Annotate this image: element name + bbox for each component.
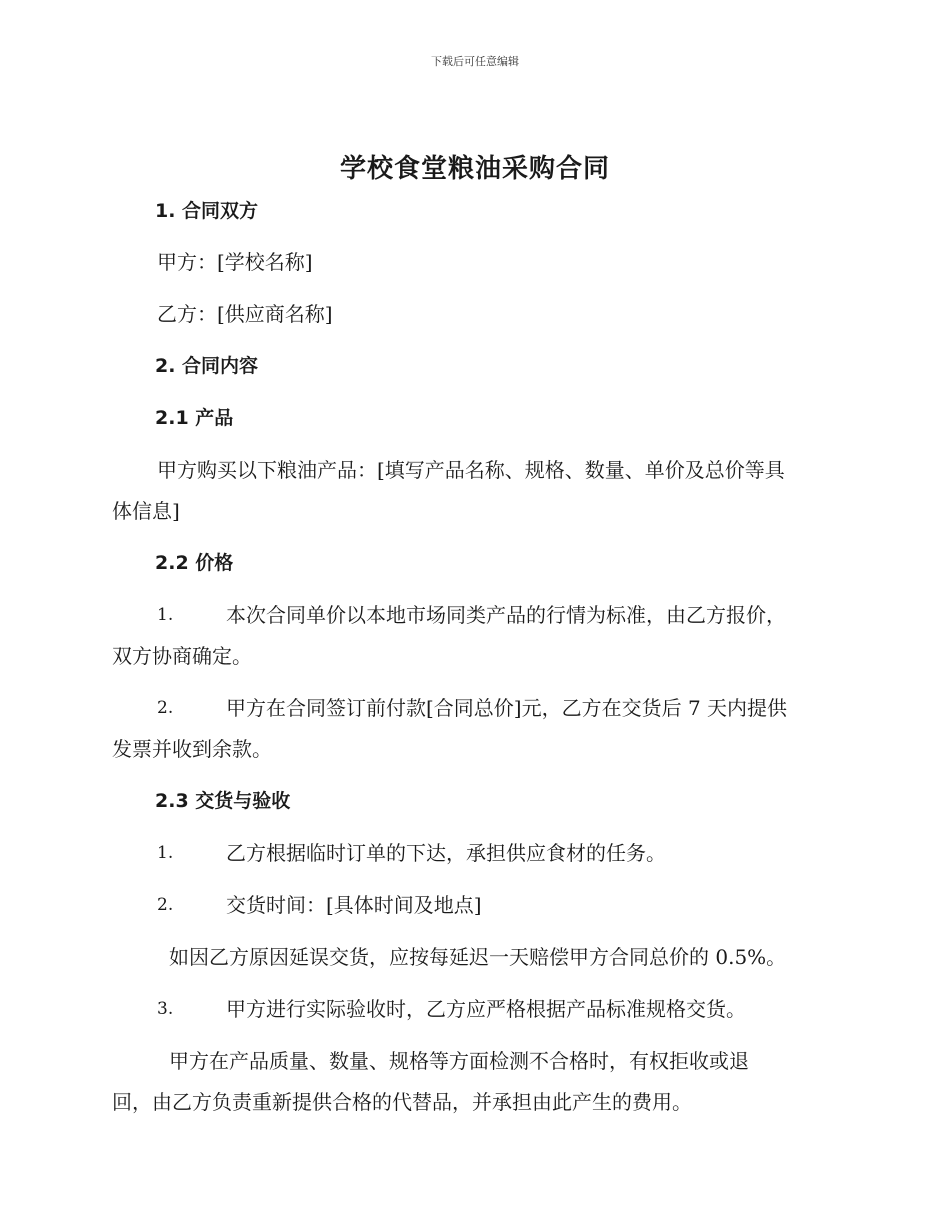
price-item-2-line-2: 发票并收到余款。 (112, 737, 272, 761)
price-item-2-line-1: 甲方在合同签订前付款[合同总价]元，乙方在交货后 7 天内提供 (226, 696, 788, 720)
inspection-note-line-1: 甲方在产品质量、数量、规格等方面检测不合格时，有权拒收或退 (169, 1049, 749, 1073)
delivery-delay-note: 如因乙方原因延误交货，应按每延迟一天赔偿甲方合同总价的 0.5%。 (169, 945, 787, 969)
delivery-item-3-text: 甲方进行实际验收时，乙方应严格根据产品标准规格交货。 (226, 997, 746, 1021)
price-item-2-number: 2. (157, 698, 174, 718)
party-b-line: 乙方：[供应商名称] (157, 302, 333, 326)
section-1-heading: 1. 合同双方 (155, 200, 259, 222)
header-note: 下载后可任意编辑 (431, 55, 519, 68)
delivery-item-1-number: 1. (157, 843, 174, 863)
party-a-line: 甲方：[学校名称] (157, 250, 313, 274)
section-2-1-text-line-2: 体信息] (112, 499, 180, 523)
delivery-item-1-text: 乙方根据临时订单的下达，承担供应食材的任务。 (226, 841, 666, 865)
section-2-1-text-line-1: 甲方购买以下粮油产品：[填写产品名称、规格、数量、单价及总价等具 (157, 458, 785, 482)
section-2-heading: 2. 合同内容 (155, 355, 259, 377)
section-2-1-heading: 2.1 产品 (155, 407, 234, 429)
price-item-1-line-2: 双方协商确定。 (112, 644, 252, 668)
inspection-note-line-2: 回，由乙方负责重新提供合格的代替品，并承担由此产生的费用。 (112, 1090, 692, 1114)
price-item-1-number: 1. (157, 605, 174, 625)
delivery-item-3-number: 3. (157, 999, 174, 1019)
delivery-item-2-text: 交货时间：[具体时间及地点] (226, 893, 482, 917)
price-item-1-line-1: 本次合同单价以本地市场同类产品的行情为标准，由乙方报价， (226, 603, 786, 627)
document-title: 学校食堂粮油采购合同 (339, 154, 610, 184)
delivery-item-2-number: 2. (157, 895, 174, 915)
section-2-3-heading: 2.3 交货与验收 (155, 790, 291, 812)
section-2-2-heading: 2.2 价格 (155, 552, 234, 574)
